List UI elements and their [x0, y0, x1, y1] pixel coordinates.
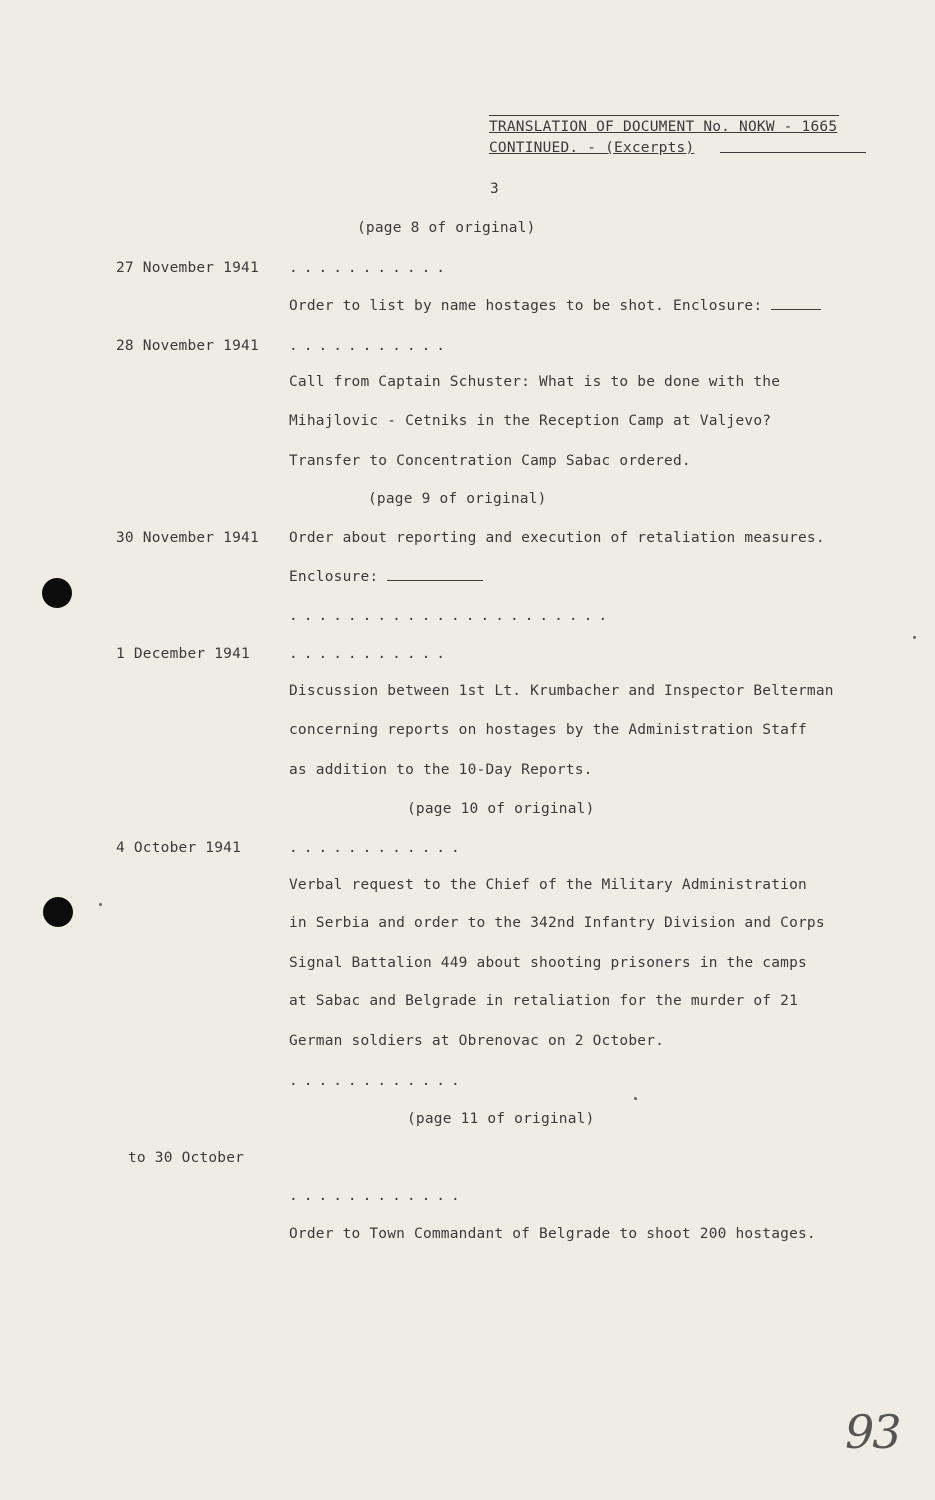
ellipsis-dots: ............ — [289, 1073, 466, 1089]
header-bottom-rule — [720, 152, 866, 153]
punch-hole — [43, 897, 73, 927]
header-line-1: TRANSLATION OF DOCUMENT No. NOKW - 1665 — [489, 119, 838, 135]
original-page-9: (page 9 of original) — [368, 491, 547, 507]
entry-date-28-nov: 28 November 1941 — [116, 338, 259, 354]
punch-hole — [42, 578, 72, 608]
ellipsis-dots: ............ — [289, 1188, 466, 1204]
original-page-11: (page 11 of original) — [407, 1111, 595, 1127]
enclosure-blank — [771, 297, 821, 310]
original-page-10: (page 10 of original) — [407, 801, 595, 817]
entry-text-line: Order to Town Commandant of Belgrade to shoot 200 hostages. — [289, 1226, 816, 1242]
entry-date-30-nov: 30 November 1941 — [116, 530, 259, 546]
header-line-2: CONTINUED. - (Excerpts) — [489, 140, 695, 156]
original-page-8: (page 8 of original) — [357, 220, 536, 236]
ellipsis-dots: ........... — [289, 260, 452, 276]
entry-text-line: Enclosure: — [289, 569, 379, 585]
entry-date-4-oct: 4 October 1941 — [116, 840, 242, 856]
ellipsis-dots: ...................... — [289, 608, 614, 624]
entry-text-line: Verbal request to the Chief of the Military Administration — [289, 877, 807, 893]
entry-text-line: as addition to the 10-Day Reports. — [289, 762, 593, 778]
paper-speck — [913, 636, 916, 639]
enclosure-blank — [387, 568, 483, 581]
handwritten-page-number: 93 — [845, 1405, 900, 1459]
header-top-rule — [489, 115, 839, 116]
entry-text-line: Order to list by name hostages to be shot. Enclosure: — [289, 298, 763, 314]
entry-date-to-30-oct: to 30 October — [128, 1150, 245, 1166]
entry-text-line: in Serbia and order to the 342nd Infantry Division and Corps — [289, 915, 825, 931]
entry-text-line: Discussion between 1st Lt. Krumbacher and Inspector Belterman — [289, 683, 834, 699]
entry-text-line: Order about reporting and execution of retaliation measures. — [289, 530, 825, 546]
entry-text — [289, 297, 821, 315]
entry-text-line: Call from Captain Schuster: What is to be done with the — [289, 374, 781, 390]
entry-text-line: concerning reports on hostages by the Administration Staff — [289, 722, 807, 738]
entry-text-line: Mihajlovic - Cetniks in the Reception Camp at Valjevo? — [289, 413, 772, 429]
ellipsis-dots: ........... — [289, 646, 452, 662]
entry-text-line: Transfer to Concentration Camp Sabac ordered. — [289, 453, 691, 469]
paper-speck — [99, 903, 102, 906]
paper-speck — [634, 1097, 637, 1100]
page-number: 3 — [490, 181, 499, 197]
entry-date-27-nov: 27 November 1941 — [116, 260, 259, 276]
entry-text — [289, 568, 483, 586]
ellipsis-dots: ........... — [289, 338, 452, 354]
entry-text-line: at Sabac and Belgrade in retaliation for the murder of 21 — [289, 993, 798, 1009]
entry-date-1-dec: 1 December 1941 — [116, 646, 250, 662]
entry-text-line: German soldiers at Obrenovac on 2 October. — [289, 1033, 665, 1049]
ellipsis-dots: ............ — [289, 840, 466, 856]
entry-text-line: Signal Battalion 449 about shooting prisoners in the camps — [289, 955, 807, 971]
